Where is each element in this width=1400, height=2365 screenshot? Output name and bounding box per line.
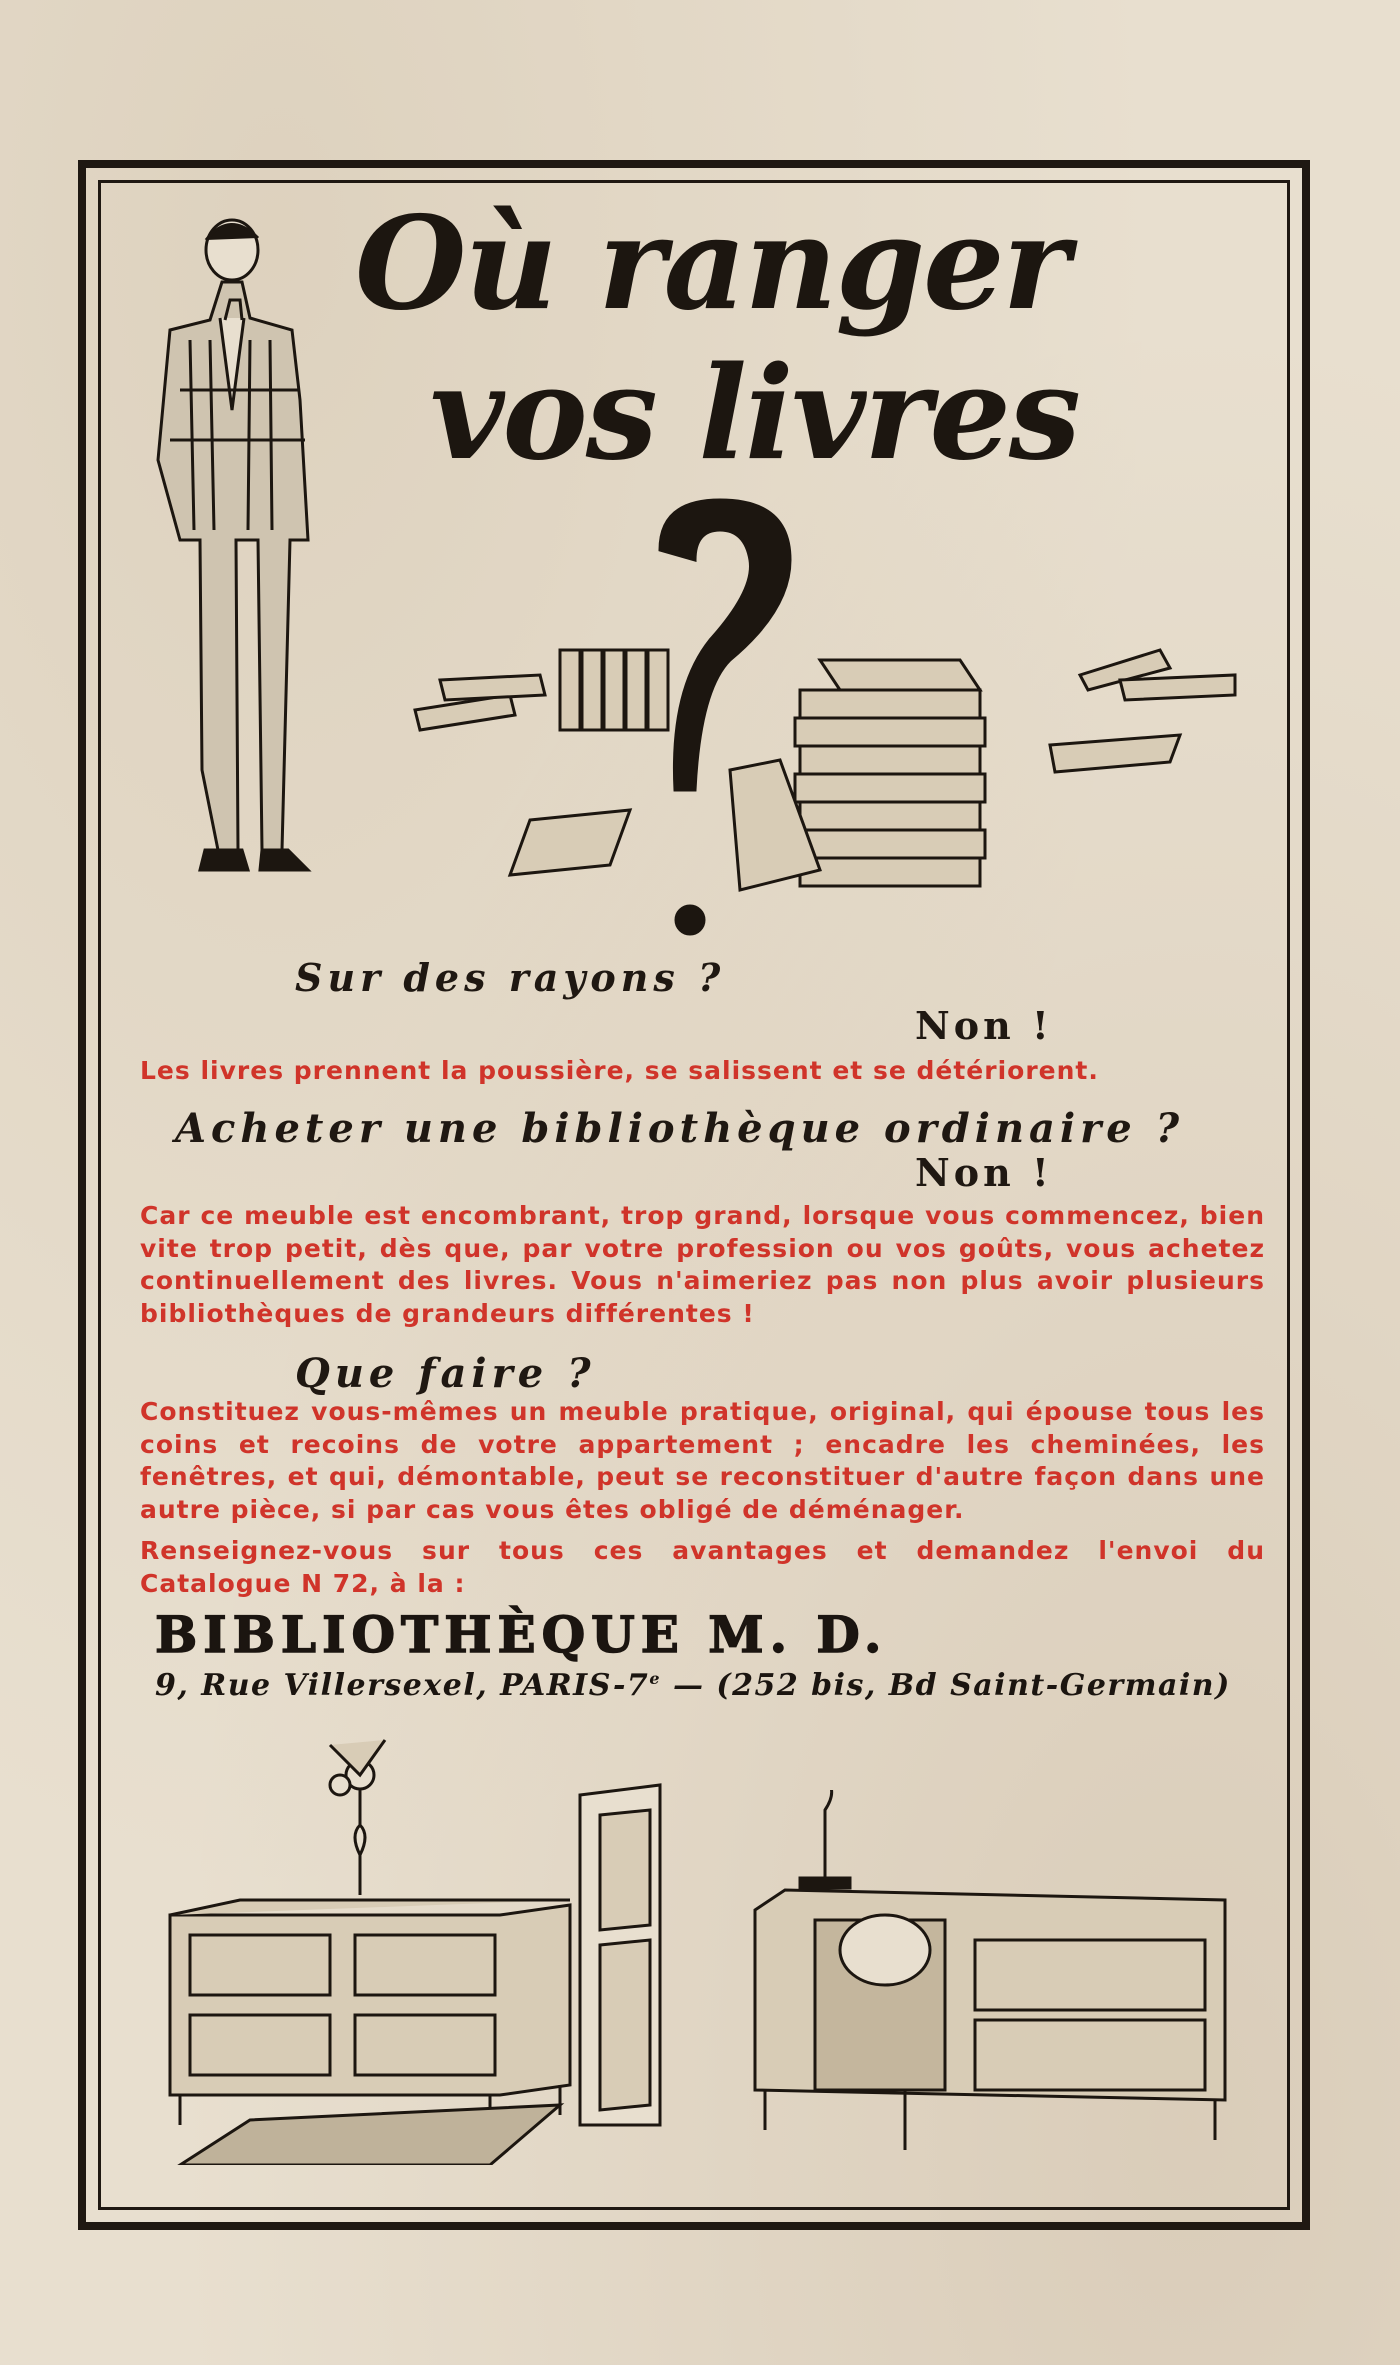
man-illustration: [130, 210, 330, 900]
question-3: Que faire ?: [295, 1350, 596, 1397]
headline-line-2: vos livres: [430, 339, 1079, 489]
reply-3: Constituez vous-mêmes un meuble pratique, original, qui épouse tous les coins et recoins de votre appartement ; encadre les cheminées, les fenêtres, et qui, démontable, peut se reconstituer d'autre façon dans une autre pièce, si par cas vous êtes obligé de déménager.: [140, 1397, 1265, 1524]
headline-line-1: Où ranger: [355, 189, 1068, 339]
address-superscript: e: [649, 1669, 661, 1688]
answer-1: Non !: [915, 1003, 1053, 1048]
desk-bookcase-illustration: [745, 1790, 1235, 2170]
reply-1: Les livres prennent la poussière, se salissent et se détériorent.: [140, 1056, 1099, 1085]
brand-name: BIBLIOTHÈQUE M. D.: [155, 1605, 888, 1664]
answer-2: Non !: [915, 1150, 1053, 1195]
question-2: Acheter une bibliothèque ordinaire ?: [175, 1105, 1185, 1152]
question-mark-books-illustration: [400, 490, 1260, 950]
reply-2: Car ce meuble est encombrant, trop grand, lorsque vous commencez, bien vite trop petit, dès que, par votre profession ou vos goûts, vous achetez continuellement des livres. Vous n'aimeriez pas non plus avoir plusieurs bibliothèques de grandeurs différentes !: [140, 1201, 1265, 1328]
corner-bookcase-illustration: [160, 1725, 720, 2165]
address-tail: — (252 bis, Bd Saint-Germain): [661, 1668, 1231, 1703]
address-main: 9, Rue Villersexel, PARIS-7: [155, 1668, 650, 1703]
brand-address: [155, 1668, 1255, 1703]
question-1: Sur des rayons ?: [295, 955, 726, 1000]
reply-4: Renseignez-vous sur tous ces avantages et demandez l'envoi du Catalogue N 72, à la :: [140, 1536, 1265, 1598]
